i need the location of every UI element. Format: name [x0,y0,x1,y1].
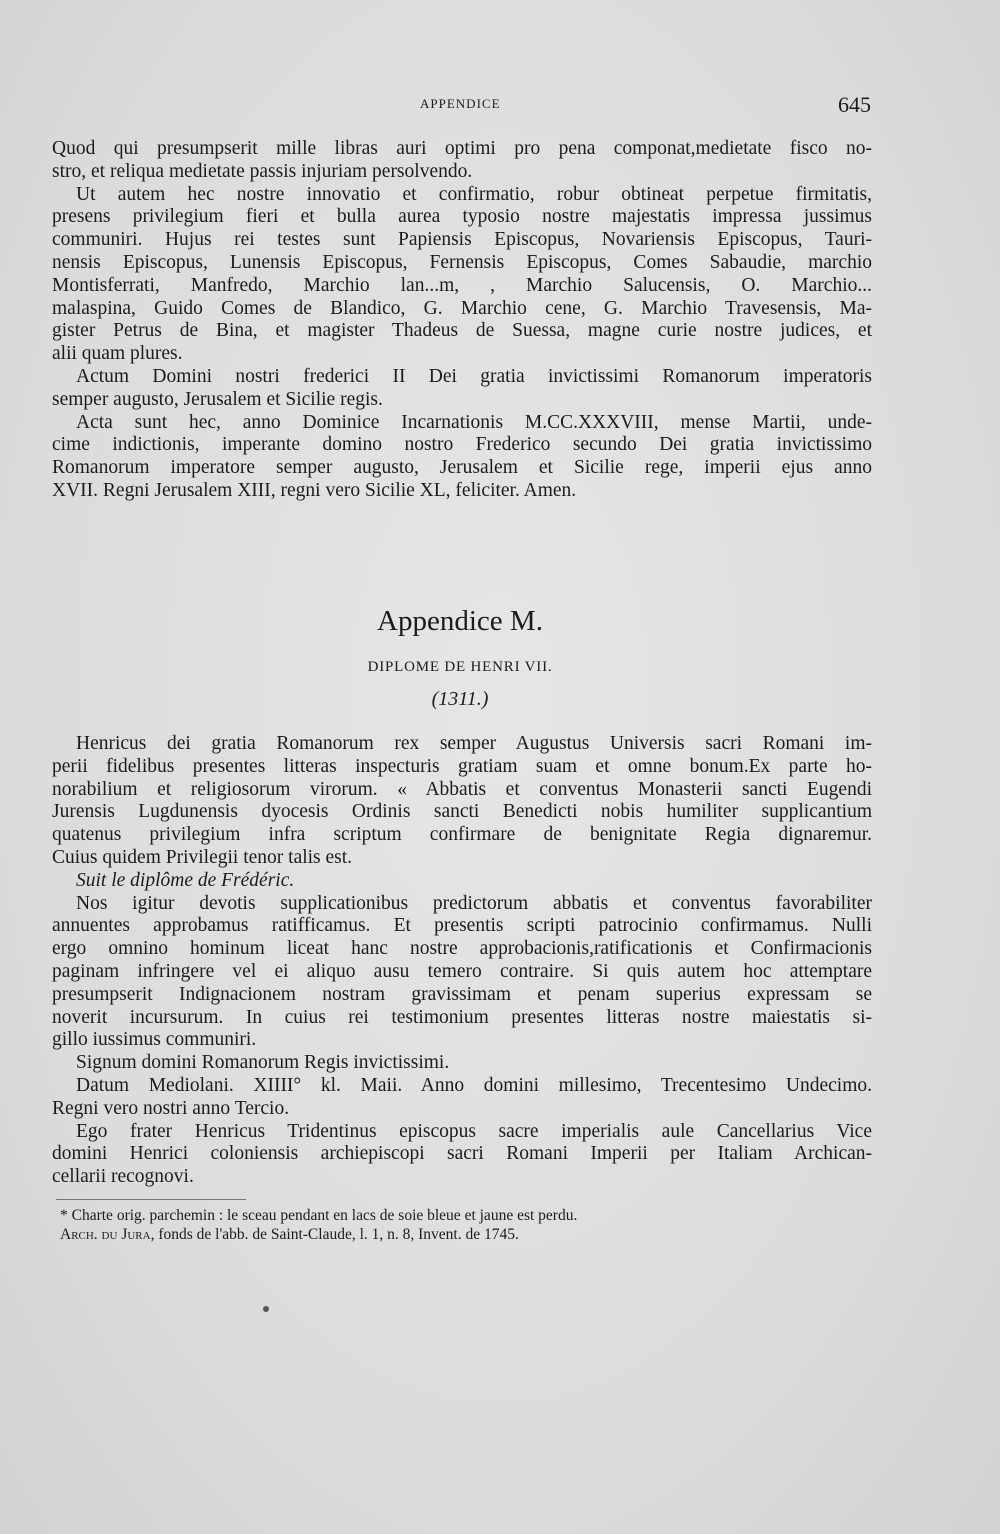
running-title: APPENDICE [420,96,501,111]
appendix-date: (1311.) [431,688,489,710]
text-line: Quod qui presumpserit mille libras auri optimi pro pena componat,medietate fisco no- [52,138,872,159]
text-line: quatenus privilegium infra scriptum confirmare de benignitate Regia dignaremur. [52,824,872,846]
appendix-subtitle: DIPLOME DE HENRI VII. [367,659,553,675]
text-line: presumpserit Indignacionem nostram gravissimam et penam superius expressam se [52,983,872,1005]
footnote-1: * Charte orig. parchemin : le sceau pendant en lacs de soie bleue et jaune est perdu. [60,1207,578,1224]
text-line: domini Henrici coloniensis archiepiscopi sacri Romani Imperii per Italiam Archican- [52,1143,872,1165]
text-line: paginam infringere vel ei aliquo ausu temero contraire. Si quis autem hoc attemptare [52,960,872,982]
text-line: semper augusto, Jerusalem et Sicilie regis. [52,388,383,410]
appendix-title: Appendice M. [377,605,543,637]
text-line: XVII. Regni Jerusalem XIII, regni vero Sicilie XL, feliciter. Amen. [52,479,577,501]
text-line: Actum Domini nostri frederici II Dei gratia invictissimi Romanorum imperatoris [76,365,872,387]
ink-speck [263,1306,269,1312]
editorial-note: Suit le diplôme de Frédéric. [76,869,295,891]
text-line: alii quam plures. [52,343,183,365]
text-line: perii fidelibus presentes litteras inspecturis gratiam suam et omne bonum.Ex parte ho- [52,755,872,777]
text-line: Signum domini Romanorum Regis invictissimi. [76,1052,450,1074]
text-line: Acta sunt hec, anno Dominice Incarnationis M.CC.XXXVIII, mense Martii, unde- [76,411,872,433]
text-line: Ut autem hec nostre innovatio et confirmatio, robur obtineat perpetue firmitatis, [76,183,872,205]
text-line: presens privilegium fieri et bulla aurea typosio nostre majestatis impressa jussimus [52,206,872,228]
text-line: cime indictionis, imperante domino nostro Frederico secundo Dei gratia invictissimo [52,434,872,456]
text-line: Ego frater Henricus Tridentinus episcopus sacre imperialis aule Cancellarius Vice [76,1120,872,1142]
text-line: nensis Episcopus, Lunensis Episcopus, Fernensis Episcopus, Comes Sabaudie, marchio [52,251,872,273]
running-head [0,92,1000,117]
text-line: Jurensis Lugdunensis dyocesis Ordinis sancti Benedicti nobis humiliter supplicantium [52,801,872,823]
text-line: norabilium et religiosorum virorum. « Abbatis et conventus Monasterii sancti Eugendi [52,778,872,800]
text-line: Montisferrati, Manfredo, Marchio lan...m, , Marchio Salucensis, O. Marchio... [52,274,872,296]
footnote-2 [60,1225,820,1244]
text-line: annuentes approbamus ratifficamus. Et presentis scripti patrocinio confirmamus. Nulli [52,915,872,937]
archive-name: Arch. du Jura [60,1226,151,1243]
text-line: Henricus dei gratia Romanorum rex semper Augustus Universis sacri Romani im- [76,733,872,754]
page-number: 645 [838,92,871,117]
text-line: communiri. Hujus rei testes sunt Papiensis Episcopus, Novariensis Episcopus, Tauri- [52,229,872,251]
text-line: Datum Mediolani. XIIII° kl. Maii. Anno domini millesimo, Trecentesimo Undecimo. [76,1074,872,1096]
footnote-divider [56,1199,246,1200]
text-line: gister Petrus de Bina, et magister Thadeus de Suessa, magne curie nostre judices, et [52,320,872,342]
text-line: cellarii recognovi. [52,1166,194,1188]
text-line: noverit incursurum. In cuius rei testimonium presentes litteras nostre maiestatis si- [52,1006,872,1028]
text-line: Nos igitur devotis supplicationibus predictorum abbatis et conventus favorabiliter [76,892,872,914]
text-line: Regni vero nostri anno Tercio. [52,1097,290,1119]
text-line: gillo iussimus communiri. [52,1029,257,1051]
text-line: ergo omnino hominum liceat hanc nostre approbacionis,ratificationis et Confirmacionis [52,938,872,960]
archive-reference: , fonds de l'abb. de Saint-Claude, l. 1, n. 8, Invent. de 1745. [150,1226,519,1243]
diploma-text [52,733,872,1189]
text-line: Romanorum imperatore semper augusto, Jerusalem et Sicilie rege, imperii ejus anno [52,457,872,479]
text-line: stro, et reliqua medietate passis injuriam persolvendo. [52,160,473,182]
footnotes [60,1206,820,1244]
charter-text-top [52,138,872,503]
text-line: Cuius quidem Privilegii tenor talis est. [52,846,353,868]
text-line: malaspina, Guido Comes de Blandico, G. Marchio cene, G. Marchio Travesensis, Ma- [52,297,872,319]
